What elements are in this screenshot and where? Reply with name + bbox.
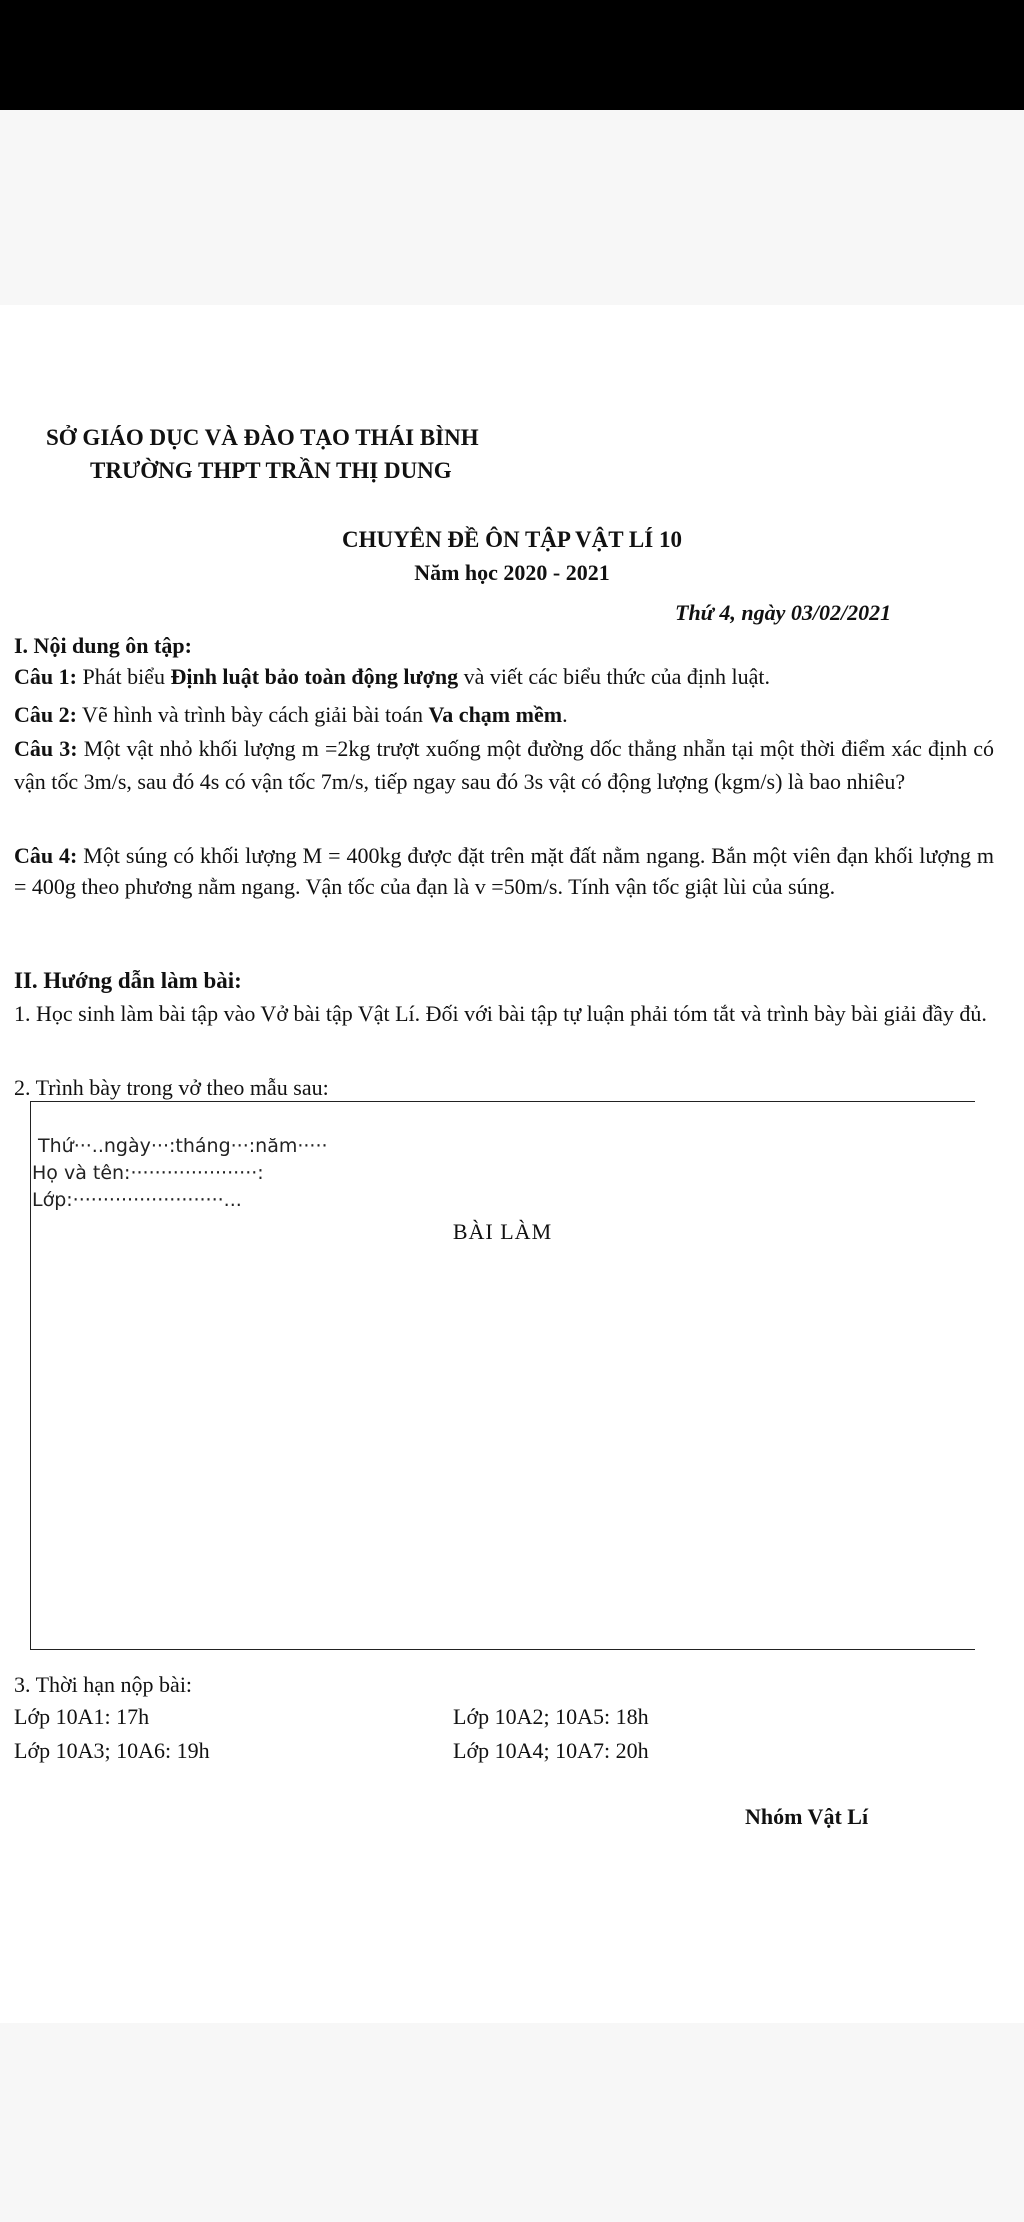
doc-date: Thứ 4, ngày 03/02/2021	[675, 600, 892, 625]
deadline-10a4-10a7: Lớp 10A4; 10A7: 20h	[453, 1738, 649, 1763]
question-1: Câu 1: Phát biểu Định luật bảo toàn động lượng và viết các biểu thức của định luật.	[14, 664, 770, 689]
school-name: TRƯỜNG THPT TRẦN THỊ DUNG	[90, 458, 452, 483]
doc-title: CHUYÊN ĐỀ ÔN TẬP VẬT LÍ 10	[342, 527, 682, 552]
question-3: Câu 3: Một vật nhỏ khối lượng m =2kg trượt xuống một đường dốc thẳng nhẵn tại một thời điểm xác định có vận tốc 3m/s, sau đó 4s có vận tốc 7m/s, tiếp ngay sau đó 3s vật có động lượng (kgm/s) là bao nhiêu?	[14, 736, 994, 794]
instruction-3: 3. Thời hạn nộp bài:	[14, 1672, 193, 1697]
department-name: SỞ GIÁO DỤC VÀ ĐÀO TẠO THÁI BÌNH	[46, 425, 479, 450]
signature: Nhóm Vật Lí	[745, 1804, 869, 1829]
box-class-line: Lớp:·························...	[32, 1189, 242, 1211]
deadline-10a3-10a6: Lớp 10A3; 10A6: 19h	[14, 1738, 210, 1763]
box-bottom-border	[30, 1649, 975, 1650]
deadline-10a2-10a5: Lớp 10A2; 10A5: 18h	[453, 1704, 649, 1729]
document-page	[0, 305, 1024, 2023]
box-date-line: Thứ···..ngày···:tháng···:năm·····	[38, 1135, 328, 1157]
box-name-line: Họ và tên:·····················:	[32, 1162, 264, 1184]
school-year: Năm học 2020 - 2021	[414, 560, 610, 585]
section2-heading: II. Hướng dẫn làm bài:	[14, 968, 242, 993]
question-2: Câu 2: Vẽ hình và trình bày cách giải bài toán Va chạm mềm.	[14, 702, 568, 727]
box-title: BÀI LÀM	[452, 1219, 553, 1244]
deadline-10a1: Lớp 10A1: 17h	[14, 1704, 150, 1729]
question-4: Câu 4: Một súng có khối lượng M = 400kg được đặt trên mặt đất nằm ngang. Bắn một viên đạn khối lượng m = 400g theo phương nằm ngang. Vận tốc của đạn là v =50m/s. Tính vận tốc giật lùi của súng.	[14, 843, 994, 899]
instruction-2: 2. Trình bày trong vở theo mẫu sau:	[14, 1075, 329, 1100]
box-top-border	[30, 1101, 975, 1102]
box-left-border	[30, 1101, 31, 1649]
instruction-1: 1. Học sinh làm bài tập vào Vở bài tập Vật Lí. Đối với bài tập tự luận phải tóm tắt và trình bày bài giải đầy đủ.	[14, 1001, 987, 1026]
section1-heading: I. Nội dung ôn tập:	[14, 633, 192, 658]
top-black-bar	[0, 0, 1024, 110]
